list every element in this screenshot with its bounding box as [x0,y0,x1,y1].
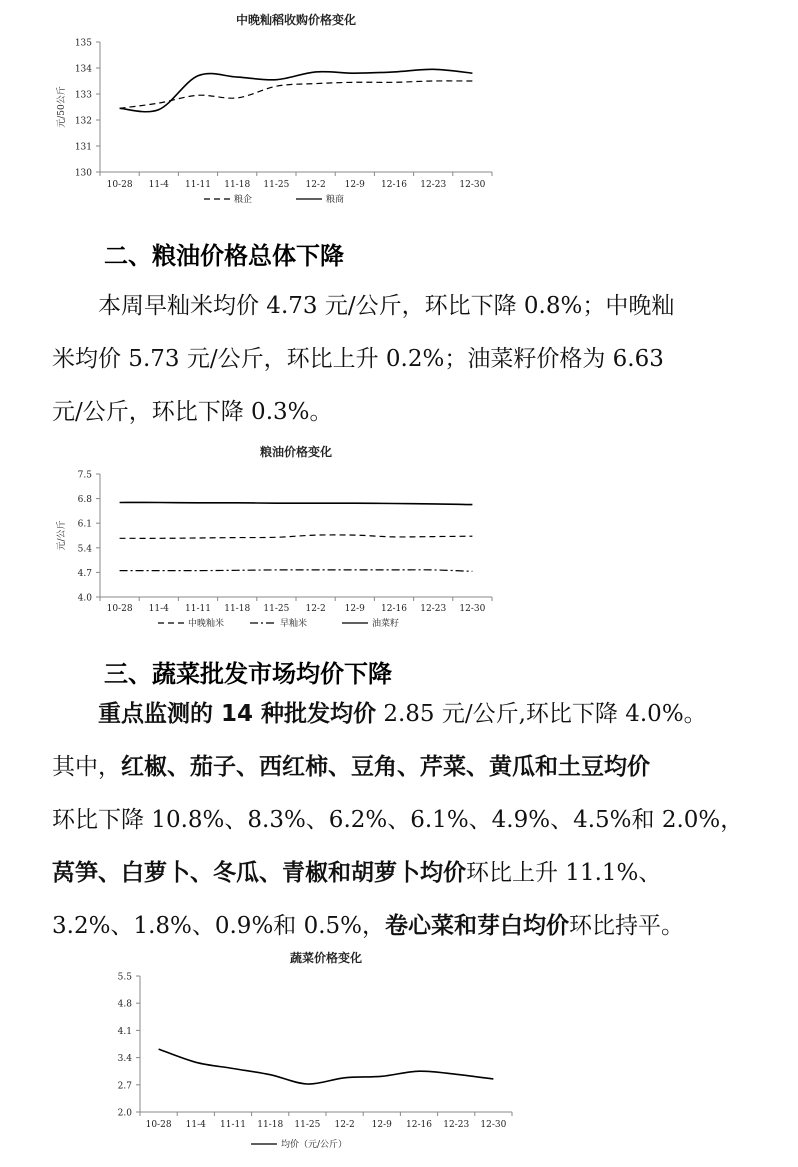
y-tick-label: 2.7 [117,1081,132,1092]
series-line [120,535,473,538]
chart-svg [100,944,520,1154]
y-tick-label: 130 [74,168,92,179]
x-tick-label: 12-2 [305,180,326,190]
paragraph-line [52,794,752,847]
x-tick-label: 10-28 [145,1120,172,1130]
y-tick-label: 4.1 [117,1026,132,1037]
legend-label: 中晚籼米 [188,619,225,629]
x-tick-label: 11-4 [185,1120,206,1130]
bold-text: 卷心菜和芽白均价 [385,913,570,939]
y-axis-label: 元/50公斤 [57,86,67,128]
chart-title: 粮油价格变化 [259,445,333,459]
section-heading-grain-oil: 二、粮油价格总体下降 [104,242,344,270]
chart-vegetable-price [100,944,520,1154]
plain-text: 环比持平。 [569,913,685,939]
y-tick-label: 6.8 [77,495,92,506]
paragraph-line: 元/公斤，环比下降 0.3%。 [52,399,333,425]
y-tick-label: 132 [74,116,92,127]
y-tick-label: 131 [74,142,92,153]
plain-text: 其中， [52,754,121,780]
chart-grain-oil-price [52,440,512,636]
x-tick-label: 11-18 [224,604,251,614]
paragraph-line [52,847,752,900]
x-tick-label: 12-2 [305,604,326,614]
chart-svg [52,440,512,636]
y-tick-label: 134 [74,64,92,75]
series-line [120,69,473,111]
chart-title: 蔬菜价格变化 [289,951,363,965]
y-tick-label: 5.4 [77,544,92,555]
y-tick-label: 135 [74,38,92,49]
bold-text: 重点监测的 14 种批发均价 [98,701,377,727]
y-tick-label: 4.8 [117,999,132,1010]
series-line [159,1049,494,1084]
legend-label: 早籼米 [280,619,308,629]
x-tick-label: 12-16 [381,604,407,614]
paragraph-line [52,741,752,794]
x-tick-label: 11-4 [148,604,169,614]
y-tick-label: 7.5 [77,470,92,481]
x-tick-label: 12-30 [459,604,486,614]
x-tick-label: 10-28 [106,180,133,190]
x-tick-label: 12-9 [344,604,365,614]
plain-text: 环比下降 10.8%、8.3%、6.2%、6.1%、4.9%、4.5%和 2.0%， [52,807,744,833]
bold-text: 红椒、茄子、西红柿、豆角、芹菜、黄瓜和土豆均价 [121,754,650,780]
y-tick-label: 6.1 [77,519,92,530]
bold-text: 莴笋、白萝卜、冬瓜、青椒和胡萝卜均价 [52,860,466,886]
x-tick-label: 11-25 [263,604,290,614]
plain-text [52,701,98,727]
y-tick-label: 133 [74,90,92,101]
x-tick-label: 12-30 [459,180,486,190]
x-tick-label: 12-9 [344,180,365,190]
x-tick-label: 11-18 [224,180,251,190]
chart-rice-purchase-price [52,6,512,212]
series-line [120,81,473,108]
y-axis-label: 元/公斤 [57,520,67,551]
plain-text: 3.2%、1.8%、0.9%和 0.5%， [52,913,386,939]
x-tick-label: 11-11 [220,1120,246,1130]
series-line [120,570,473,571]
x-tick-label: 12-30 [480,1120,507,1130]
legend-label: 粮企 [234,195,253,205]
paragraph-line: 米均价 5.73 元/公斤，环比上升 0.2%；油菜籽价格为 6.63 [52,346,664,372]
section-heading-vegetable: 三、蔬菜批发市场均价下降 [104,660,392,688]
x-tick-label: 11-25 [294,1120,321,1130]
x-tick-label: 12-23 [420,604,447,614]
x-tick-label: 11-25 [263,180,290,190]
chart-title: 中晚籼稻收购价格变化 [235,13,357,27]
y-tick-label: 4.0 [77,593,92,604]
x-tick-label: 12-23 [443,1120,470,1130]
x-tick-label: 12-23 [420,180,447,190]
plain-text: 2.85 元/公斤,环比下降 4.0%。 [376,701,707,727]
x-tick-label: 11-18 [257,1120,284,1130]
legend-label: 油菜籽 [372,619,400,629]
x-tick-label: 11-11 [185,180,211,190]
y-tick-label: 3.4 [117,1054,132,1065]
x-tick-label: 10-28 [106,604,133,614]
legend-label: 均价（元/公斤） [281,1140,348,1150]
chart-svg [52,6,512,212]
legend-label: 粮商 [326,195,345,205]
series-line [120,502,473,504]
x-tick-label: 12-2 [334,1120,355,1130]
y-tick-label: 5.5 [117,972,132,983]
x-tick-label: 12-9 [371,1120,392,1130]
paragraph-line [52,688,752,741]
y-tick-label: 4.7 [77,568,92,579]
x-tick-label: 12-16 [381,180,407,190]
plain-text: 环比上升 11.1%、 [466,860,662,886]
x-tick-label: 11-4 [148,180,169,190]
paragraph-line: 本周早籼米均价 4.73 元/公斤，环比下降 0.8%；中晚籼 [52,293,675,319]
x-tick-label: 12-16 [406,1120,432,1130]
y-tick-label: 2.0 [117,1108,132,1119]
paragraph-grain-oil [52,280,752,439]
x-tick-label: 11-11 [185,604,211,614]
paragraph-vegetable [52,688,752,953]
